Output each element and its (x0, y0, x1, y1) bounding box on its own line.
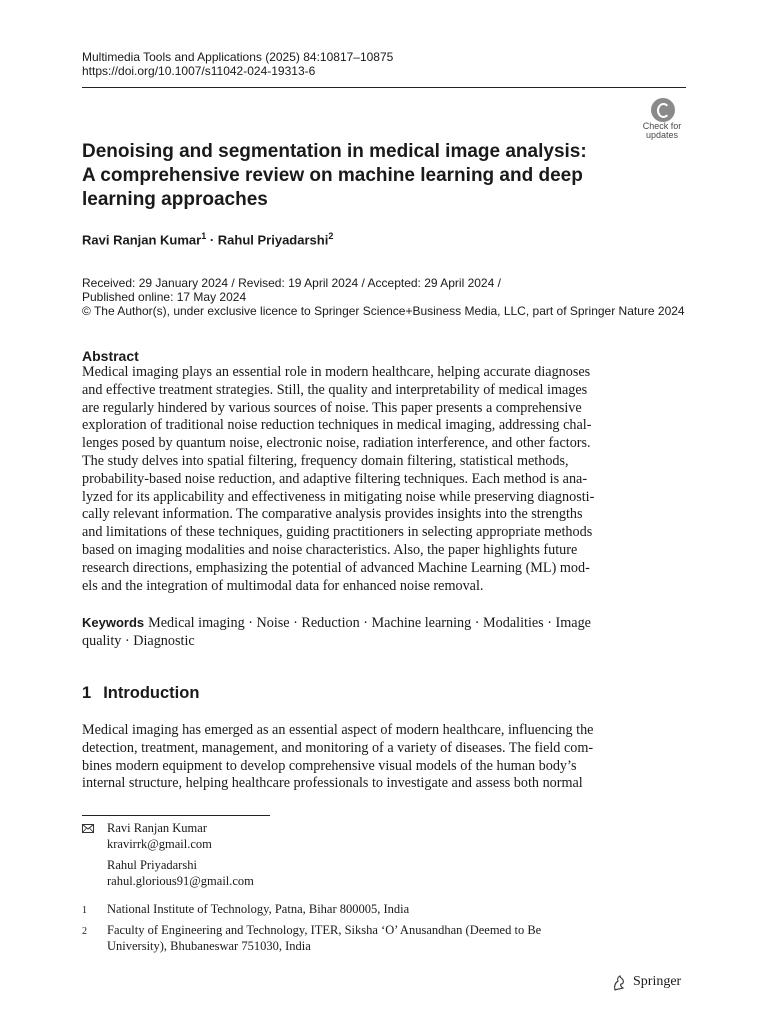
section-heading (82, 684, 199, 703)
badge-line-2: updates (645, 130, 679, 140)
header-rule (82, 87, 686, 88)
abstract-heading: Abstract (82, 348, 139, 364)
author-1-affiliation: 1 (201, 231, 207, 241)
title-line-1: Denoising and segmentation in medical image analysis: (82, 141, 587, 162)
intro-line: detection, treatment, management, and monitoring of a variety of diseases. The field com- (82, 739, 594, 756)
abstract-line: lenges posed by quantum noise, electronic noise, radiation interference, and other factors. (82, 435, 591, 452)
badge-line-1: Check for (642, 121, 682, 131)
author-separator: · (206, 232, 218, 248)
affiliation-1: National Institute of Technology, Patna, Bihar 800005, India (107, 902, 410, 916)
affiliation-2 (107, 923, 541, 954)
paper-title (82, 140, 622, 212)
affiliation-2-line-1: Faculty of Engineering and Technology, ITER, Siksha ‘O’ Anusandhan (Deemed to Be (107, 923, 542, 937)
abstract-line: Medical imaging plays an essential role in modern healthcare, helping accurate diagnoses (82, 364, 591, 380)
springer-horse-icon (611, 975, 627, 991)
journal-header (82, 50, 393, 78)
email-link-1[interactable]: kravirrk@gmail.com (107, 836, 212, 851)
section-title: Introduction (103, 684, 200, 702)
author-2-affiliation: 2 (328, 231, 334, 241)
email-link-2[interactable]: rahul.glorious91@gmail.com (107, 873, 254, 888)
abstract-line: exploration of traditional noise reduction techniques in medical imaging, addressing chal- (82, 417, 592, 434)
affiliation-2-line-2: University), Bhubaneswar 751030, India (107, 938, 311, 953)
abstract-line: research directions, emphasizing the potential of advanced Machine Learning (ML) mod- (82, 559, 590, 576)
footnote-rule (82, 815, 270, 816)
check-for-updates-badge[interactable] (636, 98, 688, 142)
corresponding-author-1: Ravi Ranjan Kumar (107, 821, 207, 835)
author-list (82, 231, 333, 247)
abstract-line: are regularly hindered by various sources of noise. This paper presents a comprehensive (82, 399, 582, 416)
corresponding-author-2: Rahul Priyadarshi (107, 858, 197, 872)
abstract-body (82, 364, 686, 595)
doi-link[interactable]: https://doi.org/10.1007/s11042-024-19313-6 (82, 64, 316, 78)
journal-citation: Multimedia Tools and Applications (2025) 84:10817–10875 (82, 50, 394, 64)
title-line-3: learning approaches (82, 189, 268, 210)
abstract-line: and limitations of these techniques, guiding practitioners in selecting appropriate methods (82, 524, 593, 541)
abstract-line: The study delves into spatial filtering, frequency domain filtering, statistical methods, (82, 452, 569, 469)
copyright-line: © The Author(s), under exclusive licence to Springer Science+Business Media, LLC, part of Springer Nature 2024 (82, 304, 685, 318)
abstract-line: cally relevant information. The comparative analysis provides insights into the strengths (82, 506, 583, 523)
abstract-line: probability-based noise reduction, and adaptive filtering techniques. Each method is ana- (82, 470, 588, 487)
publication-history (82, 276, 685, 318)
section-number: 1 (82, 684, 92, 702)
abstract-line: els and the integration of multimodal data for enhanced noise removal. (82, 577, 484, 594)
abstract-line: based on imaging modalities and noise characteristics. Also, the paper highlights future (82, 541, 578, 558)
author-2[interactable]: Rahul Priyadarshi (217, 232, 329, 248)
introduction-body (82, 722, 686, 793)
intro-line: Medical imaging has emerged as an essential aspect of modern healthcare, influencing the (82, 722, 594, 738)
abstract-line: and effective treatment strategies. Still, the quality and interpretability of medical images (82, 381, 588, 398)
envelope-icon (82, 824, 94, 833)
check-for-updates-icon (651, 98, 675, 122)
correspondence-block (107, 821, 254, 889)
abstract-line: lyzed for its applicability and effectiveness in mitigating noise while preserving diagnosti- (82, 488, 595, 505)
affiliation-2-number: 2 (82, 926, 87, 937)
history-line-2: Published online: 17 May 2024 (82, 290, 247, 304)
publisher-name: Springer (633, 974, 682, 989)
intro-line: internal structure, helping healthcare professionals to investigate and assess both normal (82, 775, 583, 792)
keywords (82, 614, 686, 651)
title-line-2: A comprehensive review on machine learning and deep (82, 165, 583, 186)
keywords-line-2: quality · Diagnostic (82, 632, 195, 649)
author-1[interactable]: Ravi Ranjan Kumar (82, 232, 202, 248)
affiliation-1-number: 1 (82, 905, 87, 916)
history-line-1: Received: 29 January 2024 / Revised: 19 April 2024 / Accepted: 29 April 2024 / (82, 276, 501, 290)
keywords-line-1: Medical imaging · Noise · Reduction · Machine learning · Modalities · Image (148, 615, 591, 631)
intro-line: bines modern equipment to develop comprehensive visual models of the human body’s (82, 757, 577, 774)
keywords-heading: Keywords (82, 615, 145, 630)
